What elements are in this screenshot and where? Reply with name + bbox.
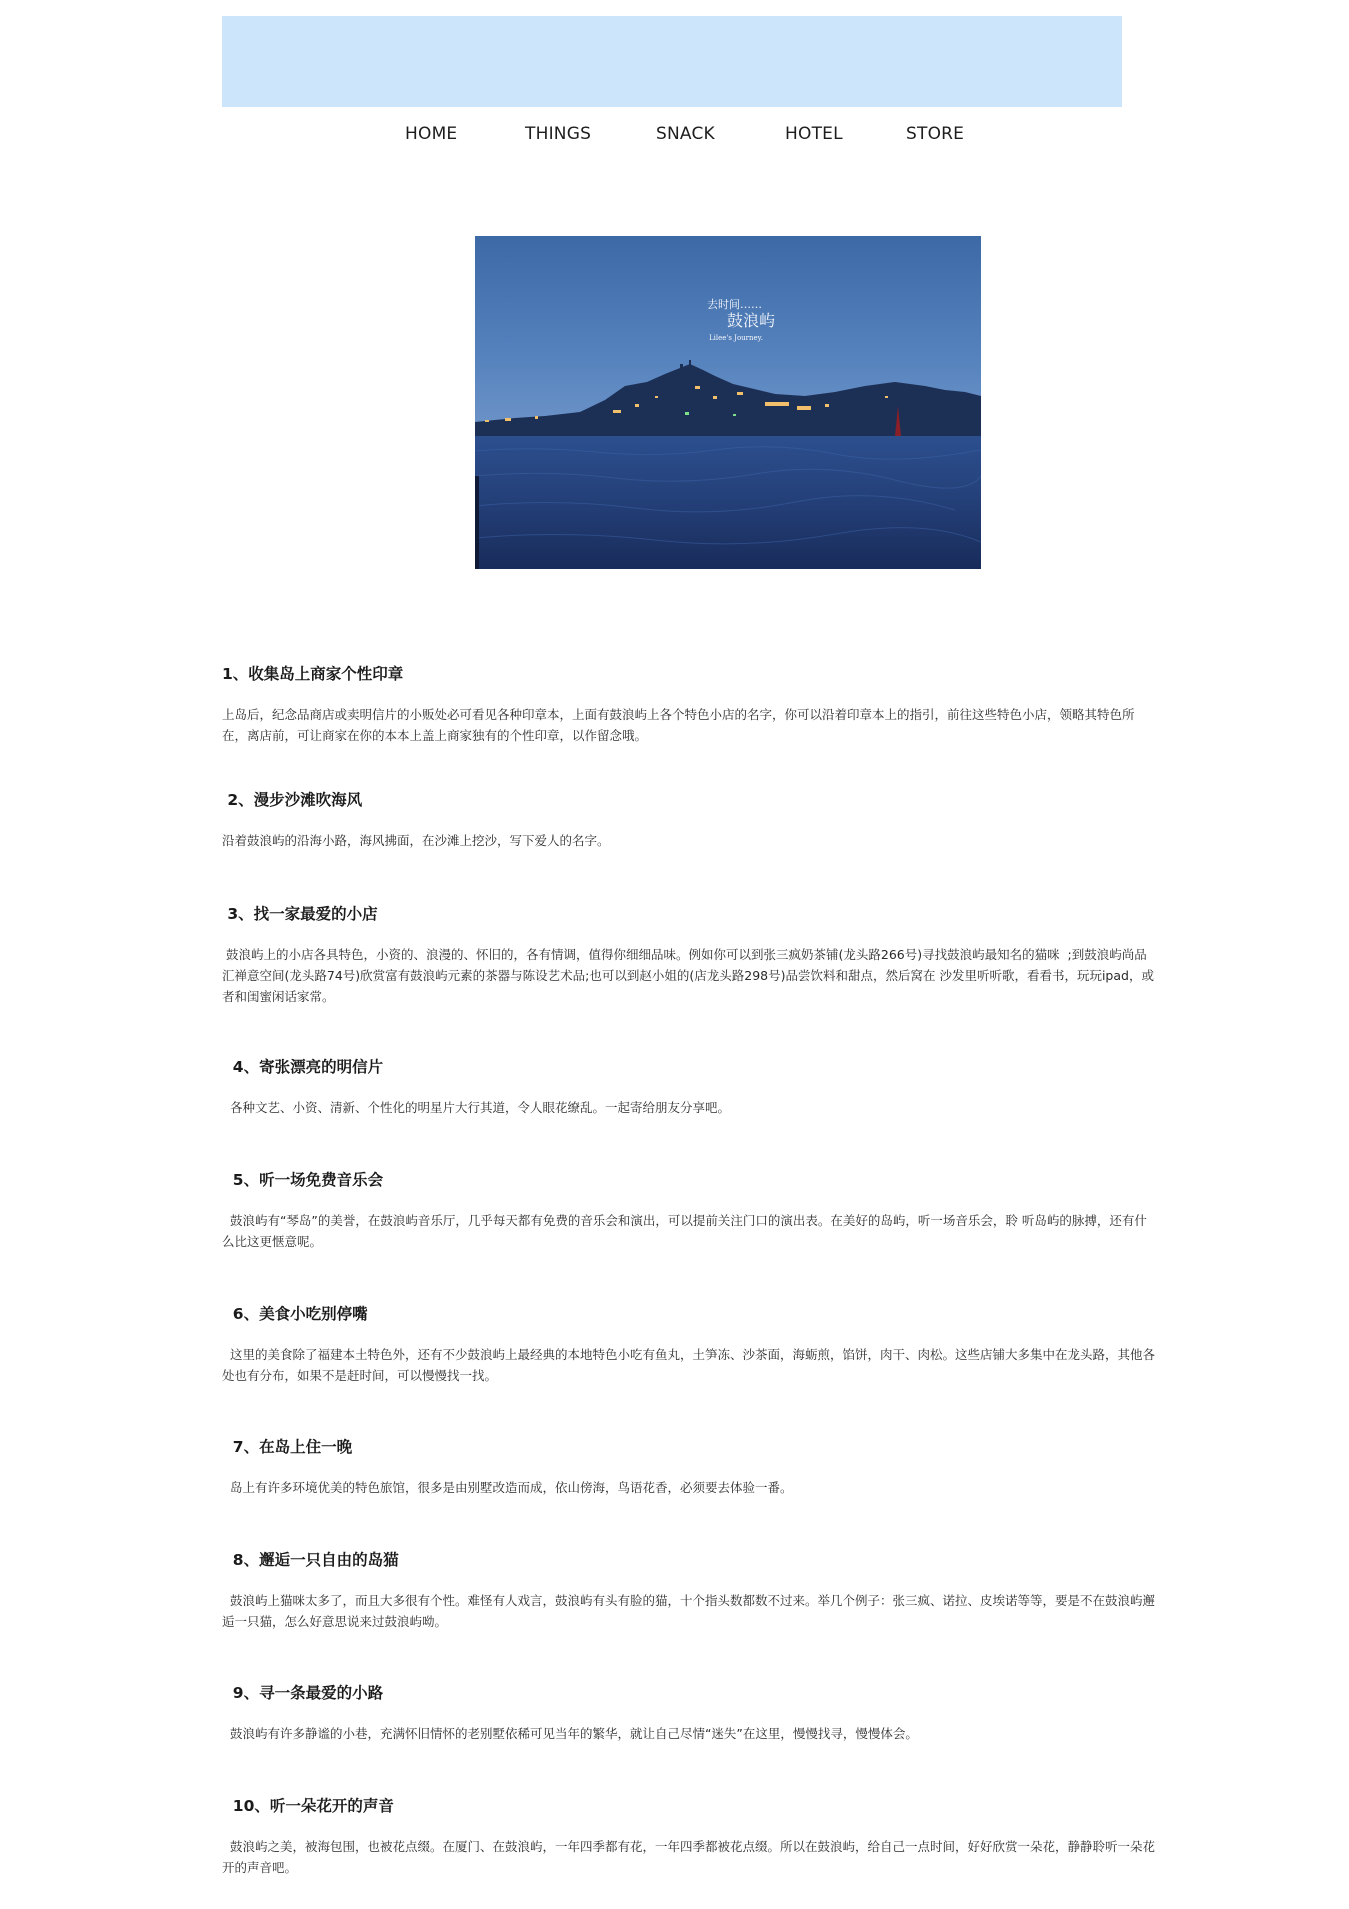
nav-snack[interactable]: SNACK xyxy=(656,124,715,144)
section-title: 4、寄张漂亮的明信片 xyxy=(222,1058,384,1076)
section-title: 3、找一家最爱的小店 xyxy=(222,905,378,923)
nav-home[interactable]: HOME xyxy=(405,124,458,144)
nav-things[interactable]: THINGS xyxy=(525,124,592,144)
section-body: 鼓浪屿上的小店各具特色，小资的、浪漫的、怀旧的，各有情调，值得你细细品味。例如你可以到张三疯奶茶铺(龙头路266号)寻找鼓浪屿最知名的猫咪 ;到鼓浪屿尚品汇禅意空间(龙头路74号)欣赏富有鼓浪屿元素的茶器与陈设艺术品;也可以到赵小姐的(店龙头路298号)品尝饮料和甜点，然后窝在 沙发里听听歌，看看书，玩玩ipad，或者和闺蜜闲话家常。 xyxy=(222,947,1154,1004)
section-6 xyxy=(222,1302,1155,1383)
section-body: 上岛后，纪念品商店或卖明信片的小贩处必可看见各种印章本，上面有鼓浪屿上各个特色小店的名字，你可以沿着印章本上的指引，前往这些特色小店，领略其特色所在，离店前，可让商家在你的本本上盖上商家独有的个性印章，以作留念哦。 xyxy=(222,707,1135,743)
section-3 xyxy=(222,902,1154,1004)
section-body: 岛上有许多环境优美的特色旅馆，很多是由别墅改造而成，依山傍海，鸟语花香，必须要去体验一番。 xyxy=(222,1480,793,1495)
section-1 xyxy=(222,662,1135,743)
section-title: 8、邂逅一只自由的岛猫 xyxy=(222,1551,399,1569)
section-body: 鼓浪屿之美，被海包围，也被花点缀。在厦门、在鼓浪屿，一年四季都有花，一年四季都被花点缀。所以在鼓浪屿，给自己一点时间，好好欣赏一朵花，静静聆听一朵花开的声音吧。 xyxy=(222,1839,1155,1875)
section-body: 鼓浪屿有许多静谧的小巷，充满怀旧情怀的老别墅依稀可见当年的繁华，就让自己尽情“迷失”在这里，慢慢找寻，慢慢体会。 xyxy=(222,1726,918,1741)
section-title: 9、寻一条最爱的小路 xyxy=(222,1684,384,1702)
section-title: 7、在岛上住一晚 xyxy=(222,1438,353,1456)
header-banner xyxy=(222,16,1122,107)
section-title: 1、收集岛上商家个性印章 xyxy=(222,665,404,683)
section-body: 鼓浪屿有“琴岛”的美誉，在鼓浪屿音乐厅，几乎每天都有免费的音乐会和演出，可以提前关注门口的演出表。在美好的岛屿，听一场音乐会，聆 听岛屿的脉搏，还有什么比这更惬意呢。 xyxy=(222,1213,1147,1249)
section-title: 10、听一朵花开的声音 xyxy=(222,1797,394,1815)
section-10 xyxy=(222,1794,1155,1875)
svg-text:去时间……: 去时间…… xyxy=(707,298,762,311)
svg-text:Lilee's Journey.: Lilee's Journey. xyxy=(709,334,763,342)
section-body: 鼓浪屿上猫咪太多了，而且大多很有个性。难怪有人戏言，鼓浪屿有头有脸的猫，十个指头数都数不过来。举几个例子：张三疯、诺拉、皮埃诺等等，要是不在鼓浪屿邂逅一只猫，怎么好意思说来过鼓浪屿呦。 xyxy=(222,1593,1155,1629)
hero-photo xyxy=(475,236,981,569)
section-5 xyxy=(222,1168,1147,1249)
section-4 xyxy=(222,1055,730,1115)
section-title: 5、听一场免费音乐会 xyxy=(222,1171,384,1189)
section-9 xyxy=(222,1681,918,1741)
section-title: 2、漫步沙滩吹海风 xyxy=(222,791,363,809)
main-nav xyxy=(222,118,1122,150)
nav-hotel[interactable]: HOTEL xyxy=(785,124,843,144)
hero-image xyxy=(475,236,981,569)
section-title: 6、美食小吃别停嘴 xyxy=(222,1305,368,1323)
section-8 xyxy=(222,1548,1155,1629)
section-7 xyxy=(222,1435,793,1495)
svg-text:鼓浪屿: 鼓浪屿 xyxy=(727,311,776,330)
nav-store[interactable]: STORE xyxy=(906,124,965,144)
section-body: 沿着鼓浪屿的沿海小路，海风拂面，在沙滩上挖沙，写下爱人的名字。 xyxy=(222,833,610,848)
section-body: 这里的美食除了福建本土特色外，还有不少鼓浪屿上最经典的本地特色小吃有鱼丸，土笋冻、沙茶面，海蛎煎，馅饼，肉干、肉松。这些店铺大多集中在龙头路，其他各处也有分布，如果不是赶时间，可以慢慢找一找。 xyxy=(222,1347,1155,1383)
section-2 xyxy=(222,788,610,848)
section-body: 各种文艺、小资、清新、个性化的明星片大行其道，令人眼花缭乱。一起寄给朋友分享吧。 xyxy=(222,1100,730,1115)
